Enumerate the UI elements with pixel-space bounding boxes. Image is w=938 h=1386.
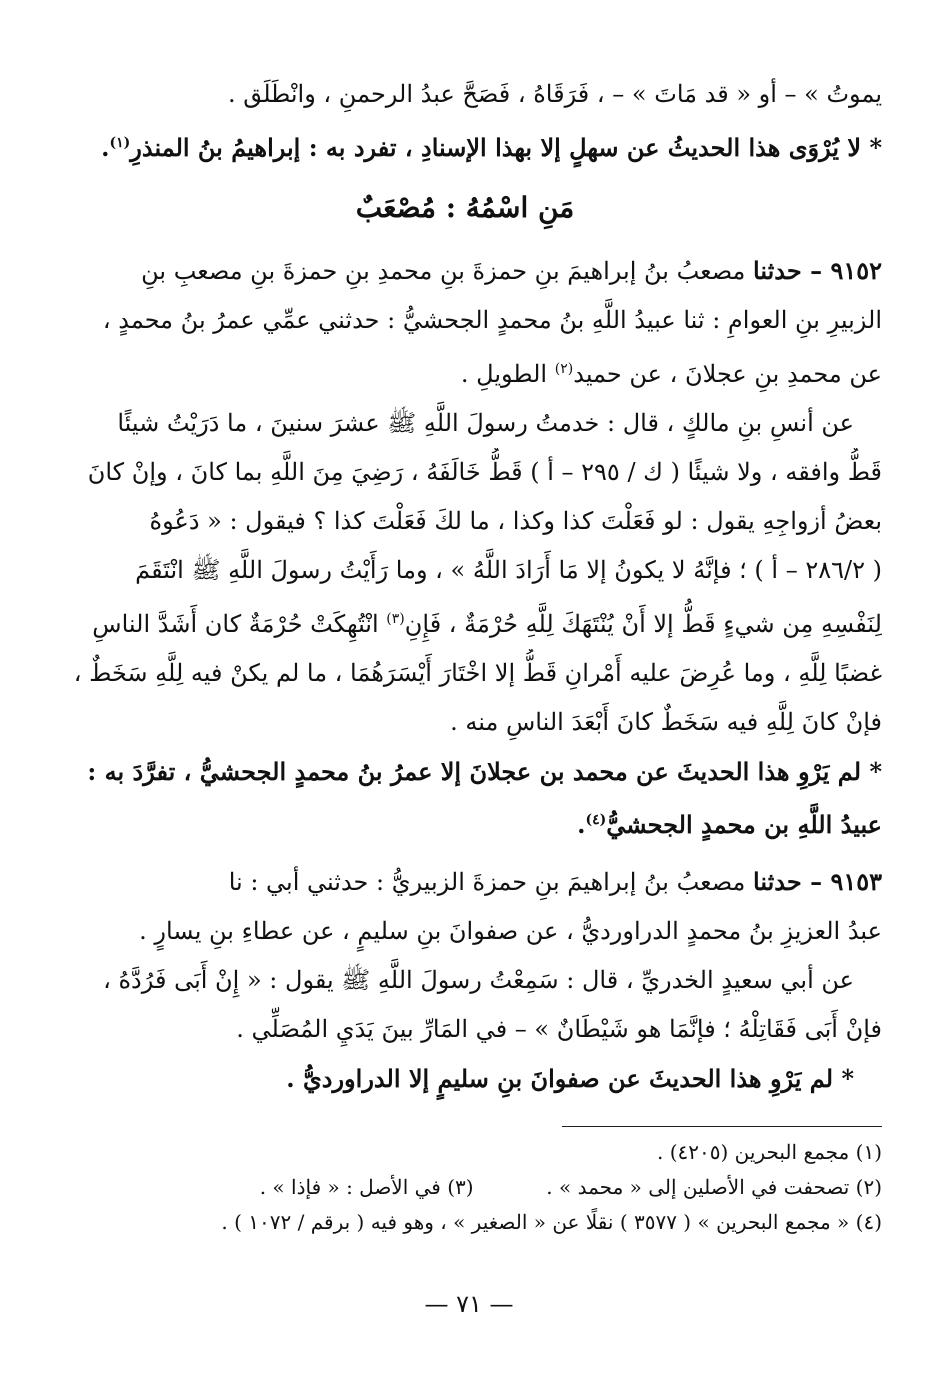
text-fragment: عبيدُ اللَّهِ بن محمدٍ الجحشيُّ: [606, 810, 882, 839]
footnote-ref: (٤): [585, 812, 607, 828]
text-line: الزبيرِ بنِ العوامِ : ثنا عبيدُ اللَّهِ بنُ محمدٍ الجحشيُّ : حدثني عمِّي عمرُ بنُ محمدٍ ،: [102, 306, 882, 334]
footnote-3: (٣) في الأصل : « فإذا » .: [259, 1175, 474, 1199]
narration-note: عبيدُ اللَّهِ بن محمدٍ الجحشيُّ$^{(٤)}$.: [577, 810, 882, 839]
text-line: بعضُ أزواجِهِ يقول : لو فَعَلْتَ كذا وكذا ، ما لكَ فَعَلْتَ كذا ؟ فيقول : « دَعُوهُ: [149, 507, 882, 535]
footnote-ref: (١): [109, 135, 131, 151]
footnote-2-3: [48, 1170, 882, 1205]
note-text: * لا يُرْوَى هذا الحديثُ عن سهلٍ إلا بهذا الإسنادِ ، تفرد به : إبراهيمُ بنُ المنذرِ: [130, 133, 882, 162]
page-number: — ٧١ —: [424, 1290, 514, 1318]
footnotes: [48, 1126, 882, 1240]
narration-note: * لم يَرْوِ هذا الحديثَ عن صفوانَ بنِ سليمٍ إلا الدراورديُّ .: [286, 1064, 854, 1093]
hadith-number: ٩١٥٣ – حدثنا: [753, 867, 882, 896]
hadith-9152-line1: [48, 246, 882, 296]
text-line: قَطُّ وافقه ، ولا شيئًا ( ك / ٢٩٥ – أ ) قَطُّ خَالَفَهُ ، رَضِيَ مِنَ اللَّهِ بما كانَ ، وإنْ كانَ: [87, 458, 882, 486]
footnote-ref: (٢): [554, 361, 574, 377]
text-line: غضبًا لِلَّهِ ، وما عُرِضَ عليه أَمْرانِ قَطُّ إلا اخْتَارَ أَيْسَرَهُمَا ، ما لم يكنْ فيه لِلَّهِ سَخَطٌ ،: [73, 659, 882, 687]
text-line: يموتُ » – أو « قد مَاتَ » – ، فَرَقَاهُ ، فَصَحَّ عبدُ الرحمنِ ، وانْطَلَق .: [227, 80, 882, 108]
text-fragment: الطويلِ .: [460, 360, 548, 388]
text-fragment: لِنَفْسِهِ مِن شيءٍ قَطُّ إلا أَنْ يُنْتَهَكَ لِلَّهِ حُرْمَةٌ ، فَإِنِ: [404, 610, 882, 638]
text-fragment: عن محمدِ بنِ عجلانَ ، عن حميد: [573, 360, 882, 388]
text-fragment: انْتُهِكَتْ حُرْمَةٌ كان أَشَدَّ الناسِ: [92, 610, 379, 638]
text-line: عبدُ العزيزِ بنُ محمدٍ الدراورديُّ ، عن صفوانَ بنِ سليمٍ ، عن عطاءِ بنِ يسارٍ .: [139, 917, 882, 945]
text-line: ( ٢٨٦/٢ – أ ) ؛ فإنَّهُ لا يكونُ إلا مَا أَرَادَ اللَّهُ » ، وما رَأَيْتُ رسولَ اللَّهِ ﷺ انْتَقَمَ: [135, 556, 882, 584]
narration-note: * لا يُرْوَى هذا الحديثُ عن سهلٍ إلا بهذا الإسنادِ ، تفرد به : إبراهيمُ بنُ المنذرِ$^{(١)}$.: [101, 133, 882, 162]
footnote-4: (٤) « مجمع البحرين » ( ٣٥٧٧ ) نقلًا عن « الصغير » ، وهو فيه ( برقم / ١٠٧٢ ) .: [221, 1210, 882, 1234]
hadith-9153-line1: [48, 857, 882, 907]
section-heading: مَنِ اسْمُهُ : مُصْعَبٌ: [355, 191, 575, 224]
text-line: مصعبُ بنُ إبراهيمَ بنِ حمزةَ الزبيريُّ : حدثني أبي : نا: [228, 868, 746, 896]
footnote-ref: (٣): [386, 611, 405, 627]
footnote-1: (١) مجمع البحرين (٤٢٠٥) .: [657, 1140, 882, 1164]
text-line: [48, 595, 882, 649]
text-line: عن أبي سعيدٍ الخدريِّ ، قال : سَمِعْتُ رسولَ اللَّهِ ﷺ يقول : « إِنْ أَبَى فَرُدَّهُ ،: [103, 966, 854, 994]
footnote-2: (٢) تصحفت في الأصلين إلى « محمد » .: [546, 1175, 882, 1199]
narration-note: * لم يَرْوِ هذا الحديثَ عن محمد بن عجلانَ إلا عمرُ بنُ محمدٍ الجحشيُّ ، تفرَّدَ به :: [87, 757, 882, 786]
text-line: فإنْ أَبَى فَقَاتِلْهُ ؛ فإنَّمَا هو شَيْطَانٌ » – في المَارِّ بينَ يَدَيِ المُصَلِّي .: [236, 1015, 882, 1043]
page-body: [48, 70, 882, 1103]
text-line: مصعبُ بنُ إبراهيمَ بنِ حمزةَ بنِ محمدِ بنِ حمزةَ بنِ مصعبِ بنِ: [141, 257, 746, 285]
hadith-number: ٩١٥٢ – حدثنا: [753, 256, 882, 285]
footnote-divider: [562, 1126, 882, 1127]
text-line: [48, 345, 882, 399]
text-line: عن أنسِ بنِ مالكٍ ، قال : خدمتُ رسولَ اللَّهِ ﷺ عشرَ سنينَ ، ما دَرَيْتُ شيئًا: [117, 409, 854, 437]
text-line: فإنْ كانَ لِلَّهِ فيه سَخَطٌ كانَ أَبْعَدَ الناسِ منه .: [450, 708, 882, 736]
